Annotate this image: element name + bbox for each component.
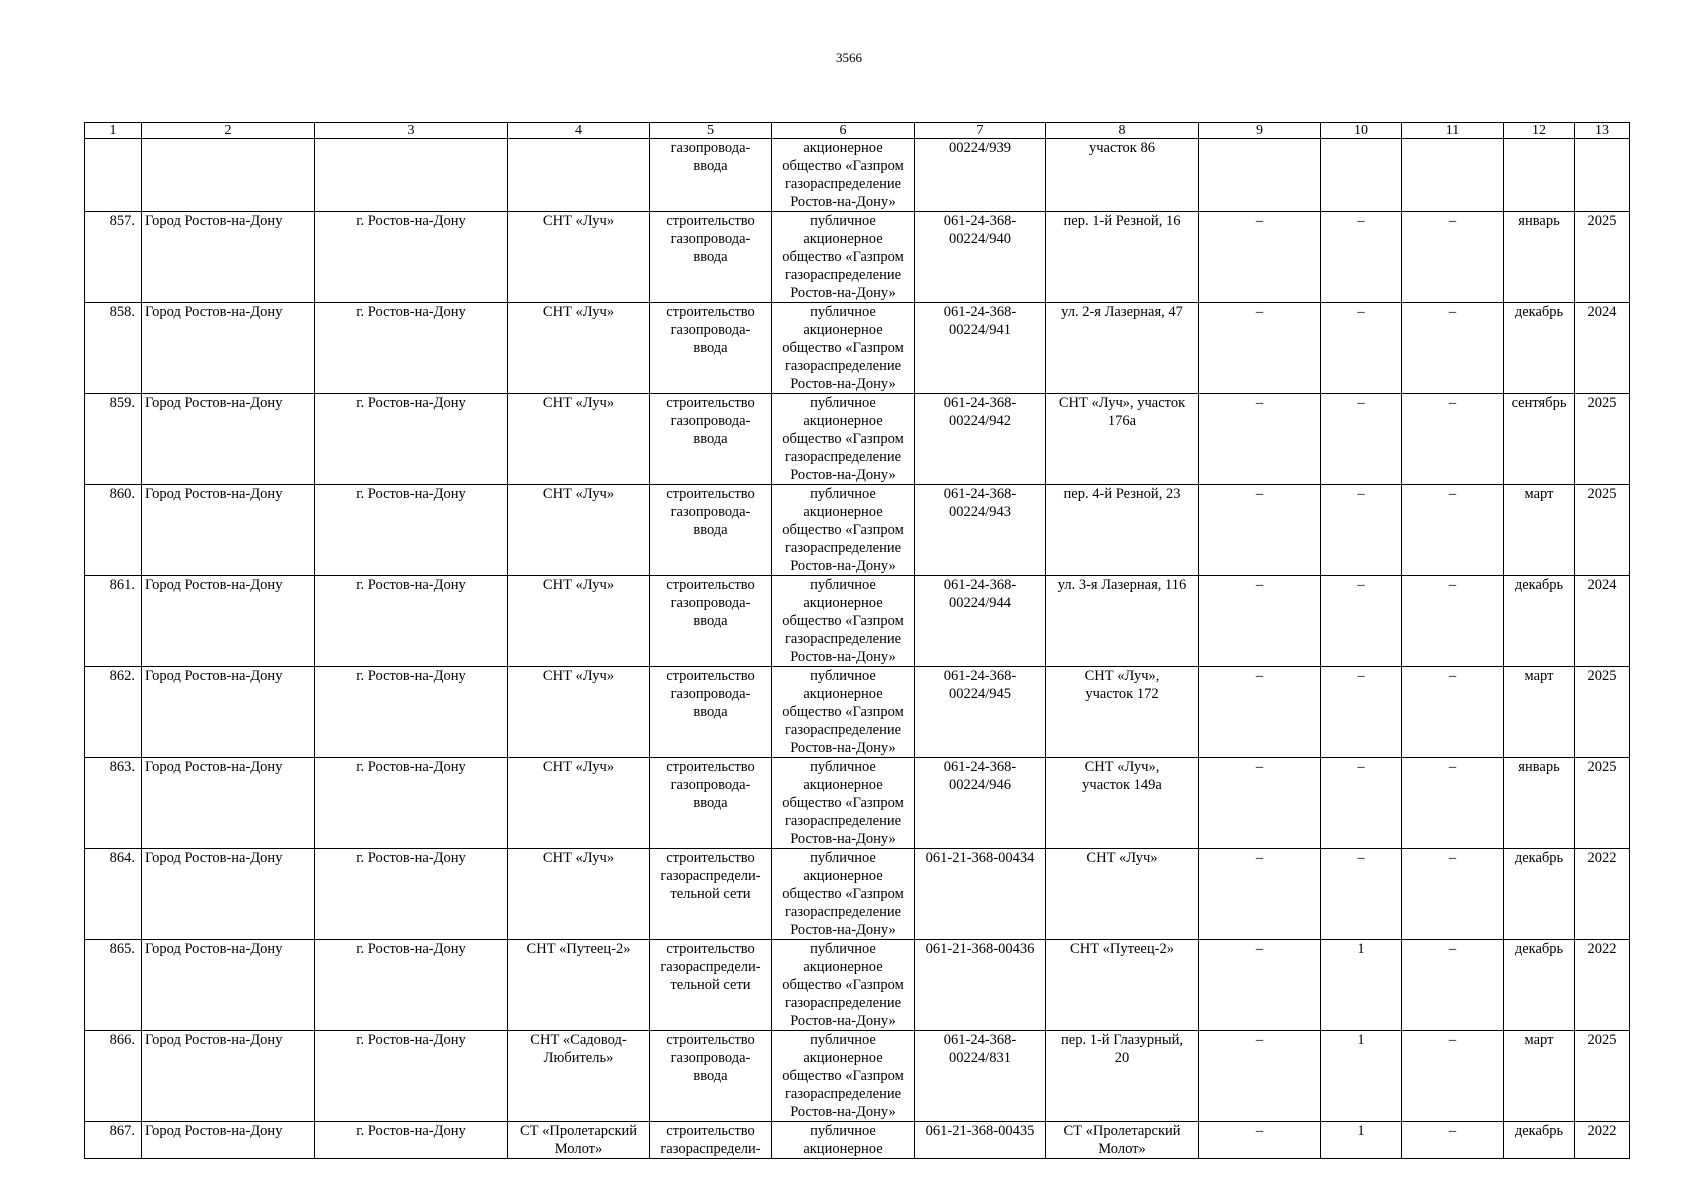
cell-col10: – xyxy=(1321,303,1402,394)
cell-municipality: Город Ростов-на-Дону xyxy=(142,394,315,485)
cell-col11: – xyxy=(1402,940,1504,1031)
page-number: 3566 xyxy=(836,50,862,65)
table-row xyxy=(85,576,1630,667)
cell-municipality: Город Ростов-на-Дону xyxy=(142,1122,315,1159)
cell-col9: – xyxy=(1199,940,1321,1031)
cell-work: строительство газораспредели- тельной сети xyxy=(650,849,772,940)
cell-month: декабрь xyxy=(1504,576,1575,667)
cell-address: СНТ «Луч», участок 172 xyxy=(1046,667,1199,758)
cell-object: СНТ «Садовод- Любитель» xyxy=(508,1031,650,1122)
column-number-header xyxy=(85,123,1630,139)
column-number: 6 xyxy=(772,123,915,139)
cell-year: 2025 xyxy=(1575,667,1630,758)
cell-work: строительство газопровода- ввода xyxy=(650,758,772,849)
cell-col11: – xyxy=(1402,1031,1504,1122)
cell-object: СНТ «Луч» xyxy=(508,849,650,940)
cell-object: СНТ «Луч» xyxy=(508,303,650,394)
cell-work: строительство газораспредели- xyxy=(650,1122,772,1159)
cell-month: декабрь xyxy=(1504,940,1575,1031)
table-row xyxy=(85,1031,1630,1122)
table-body xyxy=(85,123,1630,1159)
cell-locality: г. Ростов-на-Дону xyxy=(315,485,508,576)
cell-work: строительство газопровода- ввода xyxy=(650,485,772,576)
cell-month: январь xyxy=(1504,212,1575,303)
cell-address: ул. 2-я Лазерная, 47 xyxy=(1046,303,1199,394)
cell-col9: – xyxy=(1199,1122,1321,1159)
cell-org: публичное акционерное общество «Газпром газораспределение Ростов-на-Дону» xyxy=(772,303,915,394)
column-number: 4 xyxy=(508,123,650,139)
cell-month xyxy=(1504,139,1575,212)
cell-col9: – xyxy=(1199,667,1321,758)
cell-year: 2022 xyxy=(1575,940,1630,1031)
cell-org: публичное акционерное общество «Газпром газораспределение Ростов-на-Дону» xyxy=(772,940,915,1031)
cell-col11: – xyxy=(1402,303,1504,394)
cell-month: сентябрь xyxy=(1504,394,1575,485)
cell-work: строительство газопровода- ввода xyxy=(650,212,772,303)
cell-year: 2024 xyxy=(1575,303,1630,394)
cell-object: СНТ «Луч» xyxy=(508,667,650,758)
cell-num xyxy=(85,139,142,212)
cell-org: публичное акционерное общество «Газпром газораспределение Ростов-на-Дону» xyxy=(772,485,915,576)
column-number: 3 xyxy=(315,123,508,139)
cell-municipality: Город Ростов-на-Дону xyxy=(142,485,315,576)
cell-object xyxy=(508,139,650,212)
cell-num: 864. xyxy=(85,849,142,940)
cell-num: 865. xyxy=(85,940,142,1031)
cell-month: декабрь xyxy=(1504,849,1575,940)
cell-num: 867. xyxy=(85,1122,142,1159)
cell-month: март xyxy=(1504,667,1575,758)
cell-year: 2025 xyxy=(1575,485,1630,576)
column-number: 9 xyxy=(1199,123,1321,139)
cell-locality: г. Ростов-на-Дону xyxy=(315,940,508,1031)
column-number: 8 xyxy=(1046,123,1199,139)
cell-locality xyxy=(315,139,508,212)
cell-locality: г. Ростов-на-Дону xyxy=(315,849,508,940)
cell-year: 2025 xyxy=(1575,212,1630,303)
cell-object: СТ «Пролетарский Молот» xyxy=(508,1122,650,1159)
cell-col10: – xyxy=(1321,394,1402,485)
table-row xyxy=(85,849,1630,940)
cell-col9: – xyxy=(1199,849,1321,940)
cell-org: публичное акционерное общество «Газпром газораспределение Ростов-на-Дону» xyxy=(772,1031,915,1122)
cell-year: 2025 xyxy=(1575,1031,1630,1122)
cell-col11: – xyxy=(1402,849,1504,940)
column-number: 13 xyxy=(1575,123,1630,139)
cell-col9 xyxy=(1199,139,1321,212)
cell-org: публичное акционерное общество «Газпром газораспределение Ростов-на-Дону» xyxy=(772,758,915,849)
cell-col10: – xyxy=(1321,485,1402,576)
cell-work: строительство газопровода- ввода xyxy=(650,1031,772,1122)
cell-col11: – xyxy=(1402,576,1504,667)
cell-col9: – xyxy=(1199,576,1321,667)
cell-num: 866. xyxy=(85,1031,142,1122)
cell-month: январь xyxy=(1504,758,1575,849)
cell-col11: – xyxy=(1402,1122,1504,1159)
cell-code: 061-24-368- 00224/941 xyxy=(915,303,1046,394)
cell-col10: – xyxy=(1321,576,1402,667)
cell-address: СНТ «Путеец-2» xyxy=(1046,940,1199,1031)
table-row xyxy=(85,758,1630,849)
cell-object: СНТ «Луч» xyxy=(508,394,650,485)
cell-code: 061-24-368- 00224/945 xyxy=(915,667,1046,758)
cell-month: март xyxy=(1504,485,1575,576)
cell-month: декабрь xyxy=(1504,1122,1575,1159)
cell-locality: г. Ростов-на-Дону xyxy=(315,212,508,303)
cell-work: строительство газопровода- ввода xyxy=(650,576,772,667)
cell-year: 2025 xyxy=(1575,394,1630,485)
cell-work: газопровода- ввода xyxy=(650,139,772,212)
cell-address: пер. 1-й Резной, 16 xyxy=(1046,212,1199,303)
column-number: 10 xyxy=(1321,123,1402,139)
continuation-row xyxy=(85,139,1630,212)
cell-municipality: Город Ростов-на-Дону xyxy=(142,940,315,1031)
cell-object: СНТ «Луч» xyxy=(508,485,650,576)
column-number: 1 xyxy=(85,123,142,139)
cell-year: 2022 xyxy=(1575,849,1630,940)
cell-code: 061-24-368- 00224/946 xyxy=(915,758,1046,849)
cell-org: публичное акционерное общество «Газпром газораспределение Ростов-на-Дону» xyxy=(772,212,915,303)
cell-col10: 1 xyxy=(1321,1122,1402,1159)
cell-municipality: Город Ростов-на-Дону xyxy=(142,849,315,940)
cell-code: 061-21-368-00434 xyxy=(915,849,1046,940)
cell-num: 857. xyxy=(85,212,142,303)
cell-work: строительство газопровода- ввода xyxy=(650,667,772,758)
cell-locality: г. Ростов-на-Дону xyxy=(315,303,508,394)
cell-num: 862. xyxy=(85,667,142,758)
cell-locality: г. Ростов-на-Дону xyxy=(315,1122,508,1159)
table-row xyxy=(85,394,1630,485)
cell-col10: – xyxy=(1321,758,1402,849)
column-number: 5 xyxy=(650,123,772,139)
cell-col10 xyxy=(1321,139,1402,212)
cell-locality: г. Ростов-на-Дону xyxy=(315,576,508,667)
cell-object: СНТ «Луч» xyxy=(508,758,650,849)
cell-col10: – xyxy=(1321,849,1402,940)
cell-month: декабрь xyxy=(1504,303,1575,394)
cell-address: ул. 3-я Лазерная, 116 xyxy=(1046,576,1199,667)
column-number: 7 xyxy=(915,123,1046,139)
cell-address: СНТ «Луч» xyxy=(1046,849,1199,940)
cell-address: пер. 1-й Глазурный, 20 xyxy=(1046,1031,1199,1122)
cell-code: 061-21-368-00436 xyxy=(915,940,1046,1031)
cell-col9: – xyxy=(1199,1031,1321,1122)
cell-object: СНТ «Путеец-2» xyxy=(508,940,650,1031)
cell-object: СНТ «Луч» xyxy=(508,212,650,303)
cell-locality: г. Ростов-на-Дону xyxy=(315,758,508,849)
cell-address: пер. 4-й Резной, 23 xyxy=(1046,485,1199,576)
cell-locality: г. Ростов-на-Дону xyxy=(315,667,508,758)
cell-col10: 1 xyxy=(1321,940,1402,1031)
cell-year: 2024 xyxy=(1575,576,1630,667)
cell-code: 061-24-368- 00224/942 xyxy=(915,394,1046,485)
cell-col9: – xyxy=(1199,394,1321,485)
cell-num: 858. xyxy=(85,303,142,394)
cell-col11: – xyxy=(1402,485,1504,576)
cell-org: публичное акционерное общество «Газпром газораспределение Ростов-на-Дону» xyxy=(772,849,915,940)
cell-municipality xyxy=(142,139,315,212)
table-row xyxy=(85,303,1630,394)
cell-col11: – xyxy=(1402,667,1504,758)
cell-code: 061-24-368- 00224/944 xyxy=(915,576,1046,667)
cell-code: 00224/939 xyxy=(915,139,1046,212)
cell-address: СНТ «Луч», участок 176а xyxy=(1046,394,1199,485)
cell-code: 061-24-368- 00224/943 xyxy=(915,485,1046,576)
cell-org: публичное акционерное общество «Газпром газораспределение Ростов-на-Дону» xyxy=(772,667,915,758)
cell-work: строительство газораспредели- тельной сети xyxy=(650,940,772,1031)
cell-work: строительство газопровода- ввода xyxy=(650,394,772,485)
cell-municipality: Город Ростов-на-Дону xyxy=(142,576,315,667)
cell-col9: – xyxy=(1199,485,1321,576)
cell-num: 859. xyxy=(85,394,142,485)
cell-year: 2022 xyxy=(1575,1122,1630,1159)
cell-year xyxy=(1575,139,1630,212)
column-number: 12 xyxy=(1504,123,1575,139)
cell-org: публичное акционерное xyxy=(772,1122,915,1159)
cell-num: 861. xyxy=(85,576,142,667)
cell-num: 863. xyxy=(85,758,142,849)
cell-col9: – xyxy=(1199,303,1321,394)
column-number: 2 xyxy=(142,123,315,139)
cell-org: акционерное общество «Газпром газораспределение Ростов-на-Дону» xyxy=(772,139,915,212)
cell-municipality: Город Ростов-на-Дону xyxy=(142,667,315,758)
cell-code: 061-24-368- 00224/940 xyxy=(915,212,1046,303)
cell-code: 061-24-368- 00224/831 xyxy=(915,1031,1046,1122)
table-row xyxy=(85,940,1630,1031)
cell-col9: – xyxy=(1199,758,1321,849)
cell-year: 2025 xyxy=(1575,758,1630,849)
cell-num: 860. xyxy=(85,485,142,576)
cell-object: СНТ «Луч» xyxy=(508,576,650,667)
cell-code: 061-21-368-00435 xyxy=(915,1122,1046,1159)
cell-locality: г. Ростов-на-Дону xyxy=(315,394,508,485)
data-table xyxy=(84,122,1630,1159)
cell-address: СТ «Пролетарский Молот» xyxy=(1046,1122,1199,1159)
cell-col9: – xyxy=(1199,212,1321,303)
cell-org: публичное акционерное общество «Газпром газораспределение Ростов-на-Дону» xyxy=(772,394,915,485)
cell-address: СНТ «Луч», участок 149а xyxy=(1046,758,1199,849)
cell-col10: – xyxy=(1321,212,1402,303)
column-number: 11 xyxy=(1402,123,1504,139)
cell-col11: – xyxy=(1402,758,1504,849)
table-row xyxy=(85,485,1630,576)
cell-col10: 1 xyxy=(1321,1031,1402,1122)
cell-municipality: Город Ростов-на-Дону xyxy=(142,212,315,303)
table-row xyxy=(85,1122,1630,1159)
cell-locality: г. Ростов-на-Дону xyxy=(315,1031,508,1122)
cell-municipality: Город Ростов-на-Дону xyxy=(142,1031,315,1122)
cell-col11: – xyxy=(1402,394,1504,485)
cell-municipality: Город Ростов-на-Дону xyxy=(142,758,315,849)
table-row xyxy=(85,667,1630,758)
table-row xyxy=(85,212,1630,303)
cell-col10: – xyxy=(1321,667,1402,758)
cell-work: строительство газопровода- ввода xyxy=(650,303,772,394)
cell-month: март xyxy=(1504,1031,1575,1122)
cell-municipality: Город Ростов-на-Дону xyxy=(142,303,315,394)
cell-org: публичное акционерное общество «Газпром газораспределение Ростов-на-Дону» xyxy=(772,576,915,667)
cell-col11 xyxy=(1402,139,1504,212)
cell-address: участок 86 xyxy=(1046,139,1199,212)
cell-col11: – xyxy=(1402,212,1504,303)
